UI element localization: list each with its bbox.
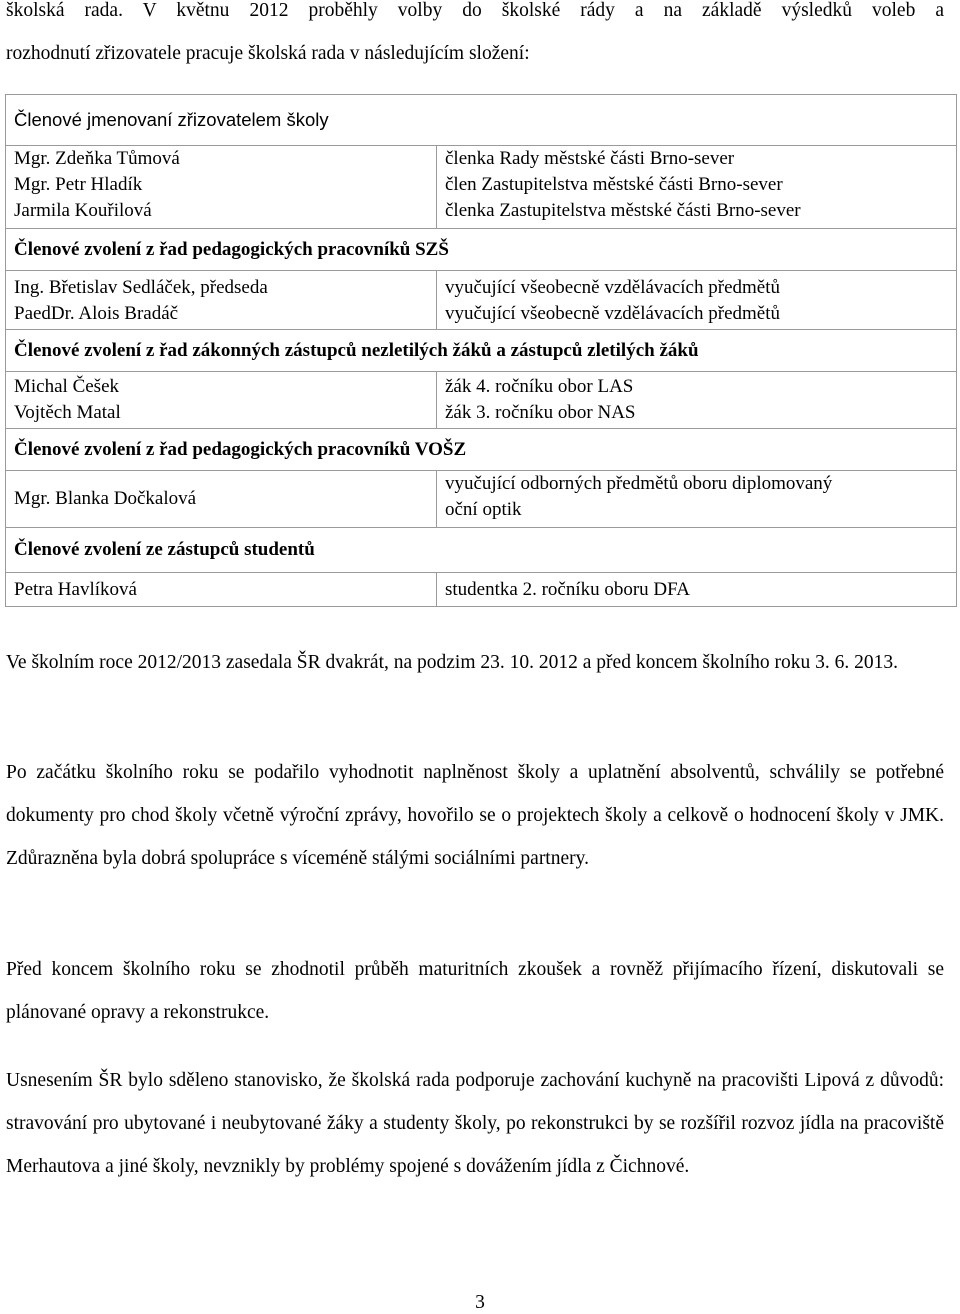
section-heading: Členové zvolení z řad pedagogických pracovníků SZŠ	[6, 229, 957, 271]
section-members-row	[6, 271, 957, 330]
member-role: člen Zastupitelstva městské části Brno-sever	[445, 174, 783, 195]
intro-line-2: rozhodnutí zřizovatele pracuje školská rada v následujícím složení:	[6, 43, 530, 64]
intro-paragraph	[6, 0, 944, 75]
member-role: žák 3. ročníku obor NAS	[445, 402, 636, 423]
member-name: Mgr. Blanka Dočkalová	[14, 488, 197, 509]
member-name: PaedDr. Alois Bradáč	[14, 303, 179, 324]
section-heading: Členové zvolení z řad zákonných zástupců nezletilých žáků a zástupců zletilých žáků	[6, 330, 957, 372]
member-role: vyučující všeobecně vzdělávacích předmětů	[445, 277, 780, 298]
member-roles-cell	[437, 146, 957, 229]
member-name: Mgr. Zdeňka Tůmová	[14, 148, 180, 169]
member-names-cell	[6, 271, 437, 330]
section-heading: Členové zvolení ze zástupců studentů	[6, 528, 957, 573]
member-name: Michal Češek	[14, 376, 120, 397]
section-members-row	[6, 372, 957, 429]
intro-line-1: školská rada. V květnu 2012 proběhly volby do školské rády a na základě výsledků voleb a	[6, 0, 944, 21]
member-names-cell	[6, 146, 437, 229]
member-roles-cell	[437, 271, 957, 330]
member-name: Jarmila Kouřilová	[14, 200, 152, 221]
member-role: studentka 2. ročníku oboru DFA	[445, 578, 691, 600]
member-role: členka Zastupitelstva městské části Brno-sever	[445, 200, 801, 221]
section-members-row	[6, 146, 957, 229]
member-role: žák 4. ročníku obor LAS	[445, 376, 634, 397]
member-roles-cell	[437, 471, 957, 528]
section-members-row	[6, 471, 957, 528]
member-roles-cell	[437, 372, 957, 429]
section-heading: Členové jmenovaní zřizovatelem školy	[6, 95, 957, 146]
paragraph-school-year-start: Po začátku školního roku se podařilo vyhodnotit naplněnost školy a uplatnění absolventů, schválily se potřebné dokumenty pro chod školy včetně výroční zprávy, hovořilo se o projektech školy a celkově o hodnocení školy v JMK. Zdůrazněna byla dobrá spolupráce s víceméně stálými sociálními partnery.	[6, 762, 944, 869]
paragraph-meetings: Ve školním roce 2012/2013 zasedala ŠR dvakrát, na podzim 23. 10. 2012 a před koncem školního roku 3. 6. 2013.	[6, 652, 898, 673]
section-members-row	[6, 573, 957, 607]
section-heading: Členové zvolení z řad pedagogických pracovníků VOŠZ	[6, 429, 957, 471]
member-role: vyučující odborných předmětů oboru diplomovaný	[445, 473, 833, 494]
page-number: 3	[475, 1292, 485, 1313]
member-name: Ing. Břetislav Sedláček, předseda	[14, 277, 268, 298]
member-name: Petra Havlíková	[14, 578, 137, 600]
section-heading-row	[6, 229, 957, 271]
member-names-cell	[6, 372, 437, 429]
member-role: vyučující všeobecně vzdělávacích předmětů	[445, 303, 780, 324]
member-names-cell	[6, 573, 437, 607]
paragraph-resolution: Usnesením ŠR bylo sděleno stanovisko, že školská rada podporuje zachování kuchyně na pracovišti Lipová z důvodů: stravování pro ubytované i neubytované žáky a studenty školy, po rekonstrukci by se rozšířil rozvoz jídla na pracoviště Merhautova a jiné školy, nevznikly by problémy spojené s dovážením jídla z Čichnové.	[6, 1070, 944, 1177]
paragraph-school-year-end: Před koncem školního roku se zhodnotil průběh maturitních zkoušek a rovněž přijímacího řízení, diskutovali se plánované opravy a rekonstrukce.	[6, 959, 944, 1023]
member-name: Mgr. Petr Hladík	[14, 174, 143, 195]
section-heading-row	[6, 95, 957, 146]
member-name: Vojtěch Matal	[14, 402, 121, 423]
school-council-table	[5, 94, 957, 607]
member-roles-cell	[437, 573, 957, 607]
member-names-cell	[6, 471, 437, 528]
section-heading-row	[6, 429, 957, 471]
member-role: oční optik	[445, 499, 522, 520]
section-heading-row	[6, 330, 957, 372]
member-role: členka Rady městské části Brno-sever	[445, 148, 735, 169]
section-heading-row	[6, 528, 957, 573]
